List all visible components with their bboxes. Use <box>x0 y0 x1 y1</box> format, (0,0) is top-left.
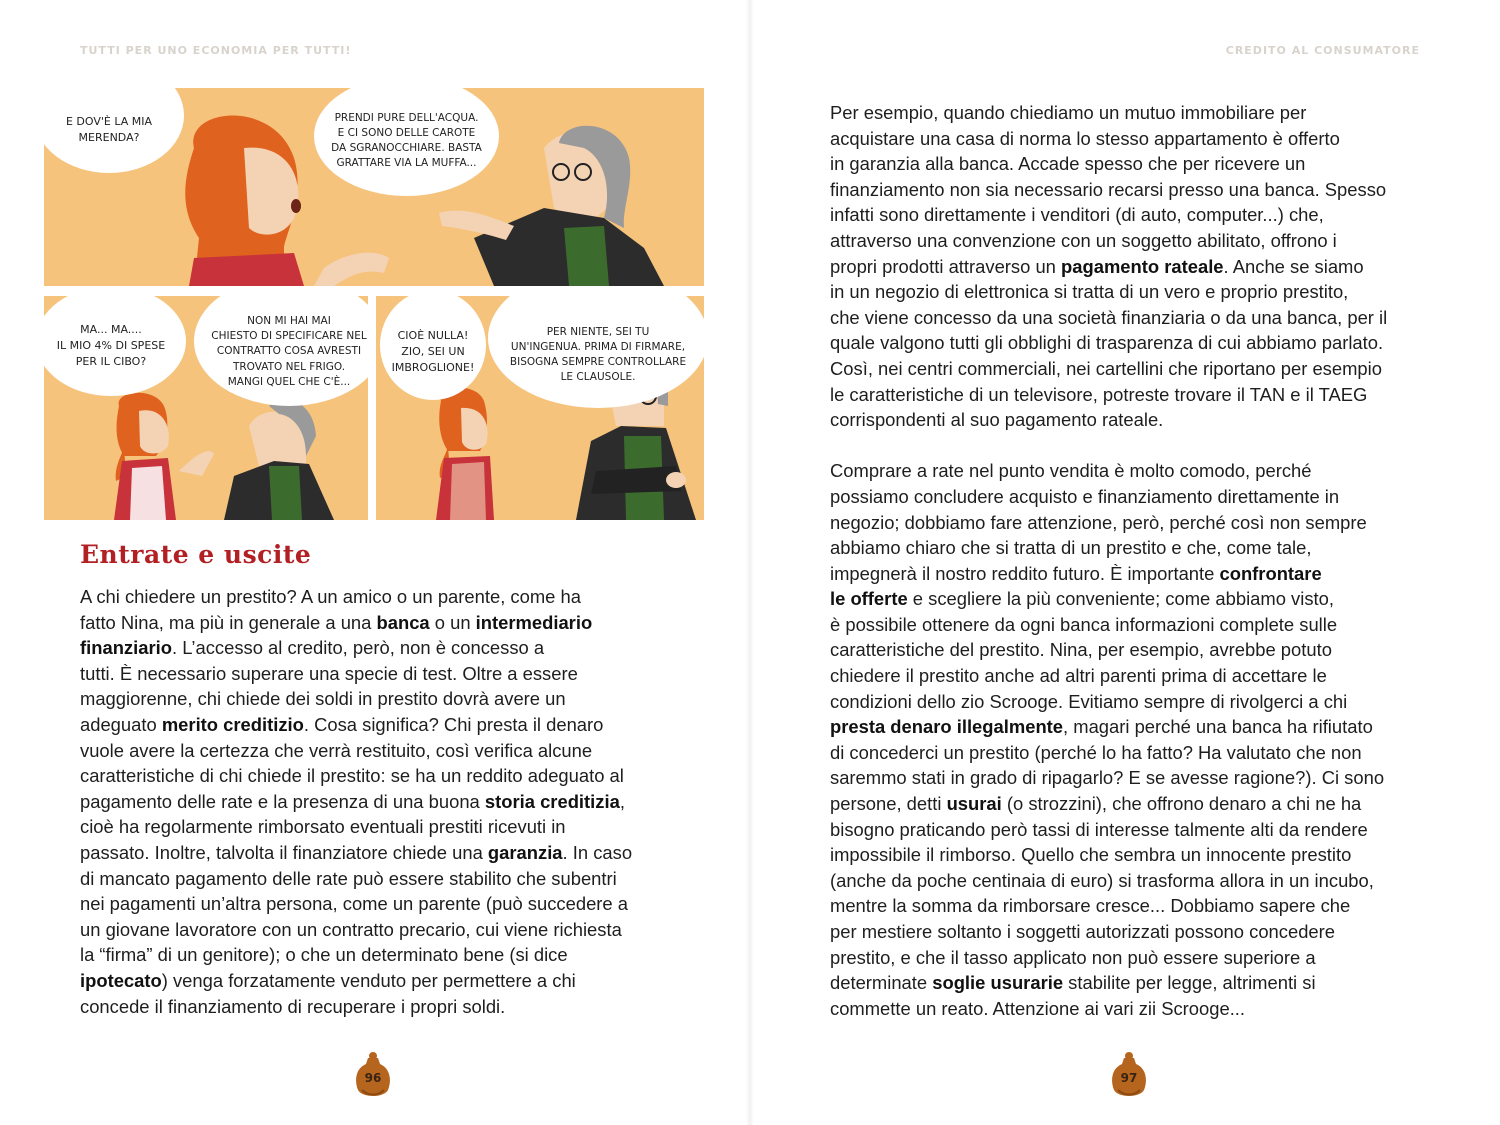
bold-term: pagamento rateale <box>1061 255 1224 277</box>
comic-panel-2 <box>44 296 368 520</box>
text-run: in un negozio di elettronica si tratta di un vero e proprio prestito, <box>830 281 1349 303</box>
text-run: chiedere il prestito anche ad altri parenti prima di accettare le <box>830 665 1327 687</box>
text-line <box>80 686 680 712</box>
text-run: maggiorenne, chi chiede dei soldi in prestito dovrà avere un <box>80 688 566 710</box>
text-line <box>80 866 680 892</box>
text-run: prestito, e che il tasso applicato non può essere superiore a <box>830 946 1316 968</box>
text-run: finanziamento non sia necessario recarsi presso una banca. Spesso <box>830 178 1387 200</box>
text-run: determinate <box>830 972 933 994</box>
text-line <box>80 968 680 994</box>
text-run: negozio; dobbiamo fare attenzione, però, perché così non sempre <box>830 511 1367 533</box>
text-run: di mancato pagamento delle rate può essere stabilito che subentri <box>80 867 617 889</box>
running-header-right: CREDITO AL CONSUMATORE <box>1225 44 1420 57</box>
text-line <box>830 535 1430 561</box>
text-line <box>830 356 1430 382</box>
text-run: possiamo concludere acquisto e finanziamento direttamente in <box>830 485 1340 507</box>
text-run: in garanzia alla banca. Accade spesso che per ricevere un <box>830 153 1306 175</box>
text-run: pagamento delle rate e la presenza di una buona <box>80 790 485 812</box>
text-run: infatti sono direttamente i venditori (di auto, computer...) che, <box>830 204 1324 226</box>
bold-term: banca <box>376 611 430 633</box>
text-run: nei pagamenti un’altra persona, come un parente (può succedere a <box>80 893 628 915</box>
text-line <box>830 689 1430 715</box>
text-run: e scegliere la più conveniente; come abbiamo visto, <box>907 588 1334 610</box>
text-line <box>830 996 1430 1022</box>
text-run: . In caso <box>562 841 633 863</box>
text-run: , <box>619 790 625 812</box>
section-heading: Entrate e uscite <box>80 540 312 569</box>
speech-bubble-4-text: NON MI HAI MAI CHIESTO DI SPECIFICARE NEL CONTRATTO COSA AVRESTI TROVATO NEL FRIGO. MANGI QUEL CHE C'È... <box>211 314 367 388</box>
text-run: che viene concesso da una società finanziaria o da una banca, per il <box>830 306 1388 328</box>
speech-bubble-4 <box>194 296 368 406</box>
bold-term: intermediario <box>475 611 593 633</box>
page-number-right-text: 97 <box>1120 1071 1138 1085</box>
text-line <box>830 126 1430 152</box>
text-line <box>830 202 1430 228</box>
speech-bubble-3-text: MA... MA.... IL MIO 4% DI SPESE PER IL CIBO? <box>56 323 166 368</box>
text-line <box>830 919 1430 945</box>
text-line <box>830 279 1430 305</box>
text-run: cioè ha regolarmente rimborsato eventuali prestiti ricevuti in <box>80 816 566 838</box>
text-line <box>80 763 680 789</box>
text-line <box>830 663 1430 689</box>
text-run: passato. Inoltre, talvolta il finanziatore chiede una <box>80 841 488 863</box>
text-run: abbiamo chiaro che si tratta di un prestito e che, come tale, <box>830 537 1312 559</box>
text-run: attraverso una convenzione con un soggetto abilitato, offrono i <box>830 229 1337 251</box>
bold-term: le offerte <box>830 588 908 610</box>
text-line <box>80 994 680 1020</box>
text-run: mentre la somma da rimborsare cresce... Dobbiamo sapere che <box>830 895 1351 917</box>
text-line <box>80 891 680 917</box>
text-run: stabilite per legge, altrimenti si <box>1063 972 1316 994</box>
text-run: condizioni dello zio Scrooge. Evitiamo sempre di rivolgerci a chi <box>830 690 1348 712</box>
text-run: concede il finanziamento di recuperare i propri soldi. <box>80 995 506 1017</box>
bold-term: presta denaro illegalmente <box>830 716 1064 738</box>
speech-bubble-2-text: PRENDI PURE DELL'ACQUA. E CI SONO DELLE CAROTE DA SGRANOCCHIARE. BASTA GRATTARE VIA LA MUFFA... <box>331 111 482 170</box>
text-line <box>80 738 680 764</box>
speech-bubble-6-text: PER NIENTE, SEI TU UN'INGENUA. PRIMA DI FIRMARE, BISOGNA SEMPRE CONTROLLARE LE CLAUSOLE. <box>509 325 687 384</box>
text-line <box>80 635 680 661</box>
text-run: tutti. È necessario superare una specie di test. Oltre a essere <box>80 662 578 684</box>
text-line <box>830 817 1430 843</box>
text-run: bisogno praticando però tassi di interesse talmente alti da rendere <box>830 818 1368 840</box>
page-number-left-text: 96 <box>364 1071 382 1085</box>
text-run: persone, detti <box>830 793 947 815</box>
text-line <box>830 305 1430 331</box>
paragraph-gap <box>830 433 1430 459</box>
text-line <box>830 510 1430 536</box>
bold-term: usurai <box>946 793 1002 815</box>
comic-panel-3 <box>376 296 704 520</box>
text-run: un giovane lavoratore con un contratto precario, cui viene richiesta <box>80 918 622 940</box>
text-line <box>80 917 680 943</box>
text-run: le caratteristiche di un televisore, potreste trovare il TAN e il TAEG <box>830 383 1368 405</box>
text-run: acquistare una casa di norma lo stesso appartamento è offerto <box>830 127 1340 149</box>
text-line <box>830 765 1430 791</box>
text-run: ) venga forzatamente venduto per permettere a chi <box>161 969 576 991</box>
text-run: fatto Nina, ma più in generale a una <box>80 611 377 633</box>
body-text-right <box>830 100 1430 1021</box>
text-line <box>830 177 1430 203</box>
text-run: vuole avere la certezza che verrà restituito, così verifica alcune <box>80 739 593 761</box>
text-run: Così, nei centri commerciali, nei cartellini che riportano per esempio <box>830 357 1382 379</box>
text-line <box>80 789 680 815</box>
bold-term: storia creditizia <box>484 790 620 812</box>
text-line <box>830 612 1430 638</box>
page-number-left <box>354 1050 392 1100</box>
text-line <box>830 893 1430 919</box>
text-run: o un <box>429 611 476 633</box>
text-run: quale valgono tutti gli obblighi di trasparenza di cui abbiamo parlato. <box>830 332 1384 354</box>
text-line <box>830 740 1430 766</box>
text-line <box>830 586 1430 612</box>
bold-term: soglie usurarie <box>932 972 1064 994</box>
text-run: saremmo stati in grado di ripagarlo? E se avesse ragione?). Ci sono <box>830 767 1385 789</box>
text-run: . L’accesso al credito, però, non è concesso a <box>171 637 545 659</box>
bold-term: garanzia <box>487 841 563 863</box>
text-run: . Cosa significa? Chi presta il denaro <box>303 713 604 735</box>
text-line <box>830 970 1430 996</box>
text-run: Per esempio, quando chiediamo un mutuo immobiliare per <box>830 102 1307 123</box>
text-run: . Anche se siamo <box>1223 255 1364 277</box>
text-line <box>830 637 1430 663</box>
bold-term: merito creditizio <box>161 713 304 735</box>
text-line <box>830 330 1430 356</box>
text-run: per mestiere soltanto i soggetti autorizzati possono concedere <box>830 921 1336 942</box>
text-line <box>830 254 1430 280</box>
text-line <box>80 610 680 636</box>
text-line <box>830 407 1430 433</box>
text-line <box>80 584 680 610</box>
text-line <box>830 714 1430 740</box>
text-line <box>830 382 1430 408</box>
text-run: Comprare a rate nel punto vendita è molto comodo, perché <box>830 460 1312 482</box>
bold-term: confrontare <box>1219 562 1322 584</box>
text-line <box>830 868 1430 894</box>
text-line <box>80 942 680 968</box>
comic-panel-1 <box>44 88 704 286</box>
text-run: impossibile il rimborso. Quello che sembra un innocente prestito <box>830 844 1352 866</box>
text-line <box>830 791 1430 817</box>
text-line <box>80 661 680 687</box>
comic-strip <box>30 88 706 520</box>
text-line <box>80 840 680 866</box>
text-run: impegnerà il nostro reddito futuro. È importante <box>830 562 1220 584</box>
text-run: A chi chiedere un prestito? A un amico o un parente, come ha <box>80 586 581 607</box>
text-run: (anche da poche centinaia di euro) si trasforma allora in un incubo, <box>830 869 1374 891</box>
text-run: caratteristiche di chi chiede il prestito: se ha un reddito adeguato al <box>80 765 624 787</box>
text-line <box>830 151 1430 177</box>
text-line <box>80 712 680 738</box>
text-line <box>830 842 1430 868</box>
bold-term: ipotecato <box>80 969 162 991</box>
text-line <box>830 100 1430 126</box>
text-line <box>830 458 1430 484</box>
running-header-left: TUTTI PER UNO ECONOMIA PER TUTTI! <box>80 44 352 57</box>
speech-bubble-1-text: E DOV'È LA MIA MERENDA? <box>65 114 153 144</box>
text-run: di concederci un prestito (perché lo ha fatto? Ha valutato che non <box>830 741 1362 763</box>
text-run: , magari perché una banca ha rifiutato <box>1063 716 1373 738</box>
text-line <box>830 484 1430 510</box>
page-number-right <box>1110 1050 1148 1100</box>
text-run: la “firma” di un genitore); o che un determinato bene (si dice <box>80 944 568 966</box>
text-run: corrispondenti al suo pagamento rateale. <box>830 409 1164 431</box>
body-text-left <box>80 584 680 1019</box>
text-run: commette un reato. Attenzione ai vari zii Scrooge... <box>830 997 1246 1019</box>
bold-term: finanziario <box>80 637 172 659</box>
text-line <box>830 561 1430 587</box>
text-line <box>830 228 1430 254</box>
text-line <box>80 814 680 840</box>
speech-bubble-5-text: CIOÈ NULLA! ZIO, SEI UN IMBROGLIONE! <box>391 329 475 374</box>
text-line <box>830 945 1430 971</box>
text-run: caratteristiche del prestito. Nina, per esempio, avrebbe potuto <box>830 639 1332 661</box>
text-run: (o strozzini), che offrono denaro a chi ne ha <box>1001 793 1362 815</box>
text-run: adeguato <box>80 713 162 735</box>
text-run: è possibile ottenere da ogni banca informazioni complete sulle <box>830 613 1338 635</box>
text-run: propri prodotti attraverso un <box>830 255 1062 277</box>
